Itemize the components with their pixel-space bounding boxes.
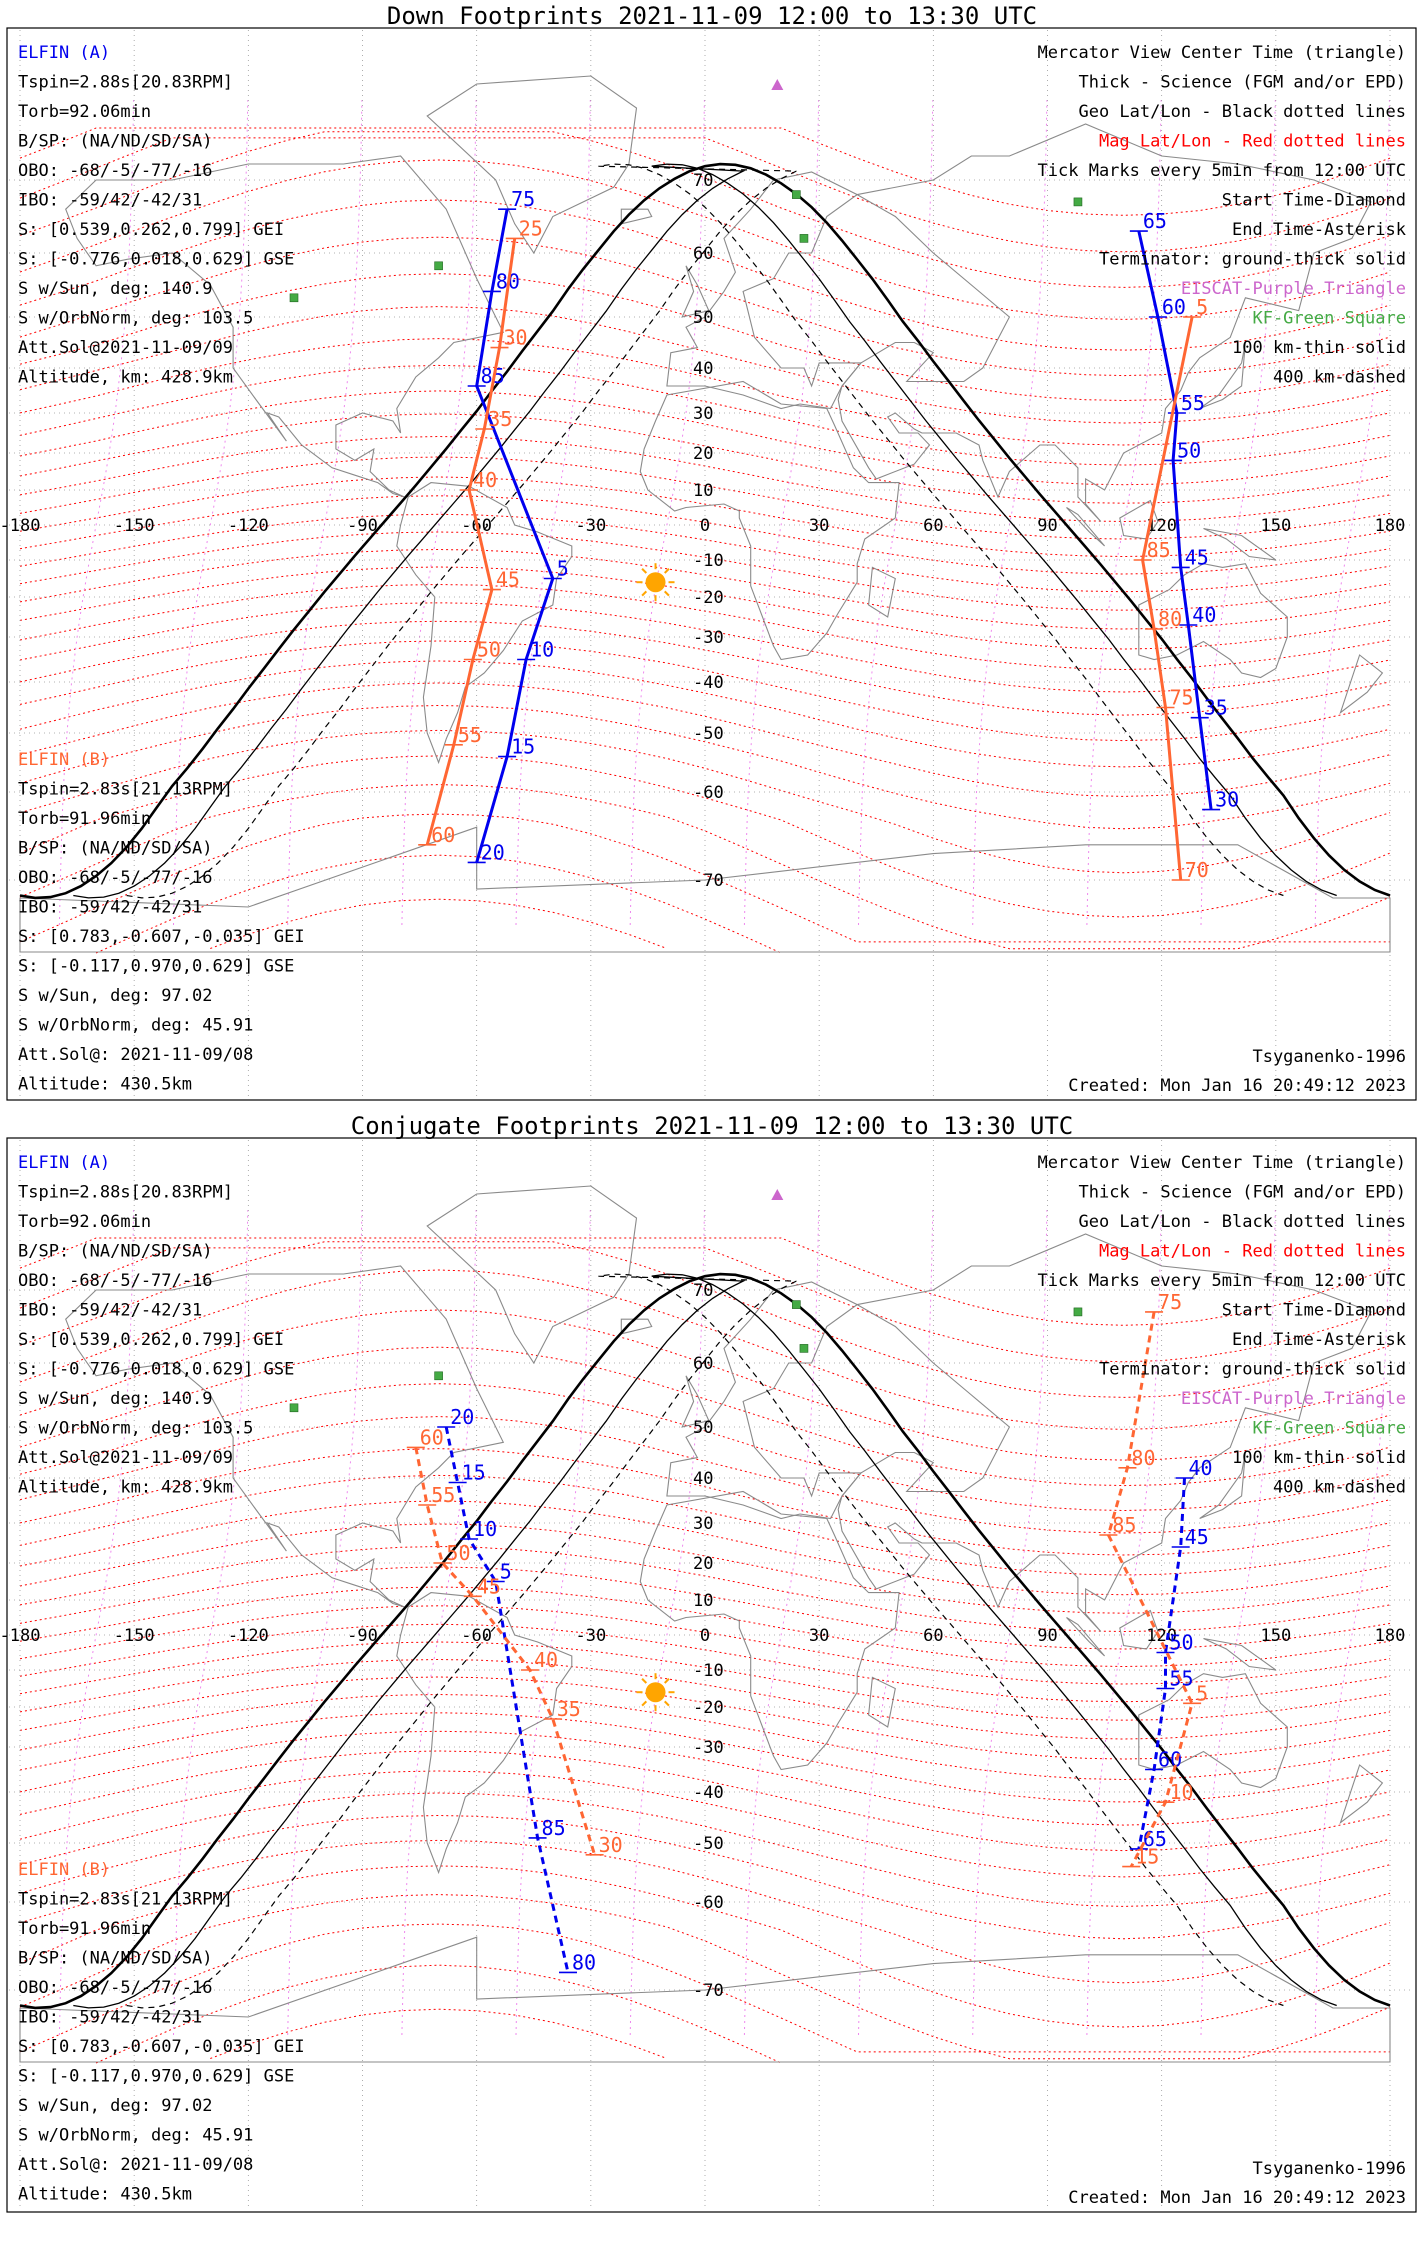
legend-item: KF-Green Square: [1252, 1418, 1406, 1439]
elfin-b-info-line: OBO: -68/-5/-77/-16: [18, 868, 213, 888]
legend-item: Mag Lat/Lon - Red dotted lines: [1098, 1241, 1406, 1262]
track-tick-label: 5: [1196, 1681, 1209, 1706]
track-tick-label: 35: [488, 407, 513, 431]
elfin-a-info-line: S: [-0.776,0.018,0.629] GSE: [18, 1359, 295, 1380]
lon-label: -150: [113, 1626, 155, 1646]
lon-label: 120: [1146, 1626, 1178, 1646]
elfin-a-info-line: B/SP: (NA/ND/SD/SA): [18, 1241, 213, 1262]
lon-label: -30: [575, 1626, 607, 1646]
legend-item: Tick Marks every 5min from 12:00 UTC: [1037, 1271, 1406, 1291]
sun-icon: [637, 1673, 675, 1711]
lon-label: -180: [0, 1626, 41, 1646]
lon-label: 0: [699, 1626, 711, 1646]
track-tick-label: 55: [457, 722, 482, 747]
track-tick-label: 60: [431, 822, 456, 847]
track-tick-label: 50: [476, 637, 501, 662]
track-tick-label: 85: [480, 364, 505, 388]
elfin-b-info-line: IBO: -59/42/-42/31: [18, 2007, 203, 2028]
track-tick-label: 50: [1169, 1630, 1194, 1655]
elfin-b-info-line: Altitude: 430.5km: [18, 2184, 192, 2205]
track-tick-label: 85: [1146, 538, 1171, 562]
sun-disk: [646, 572, 666, 592]
elfin-a-info-line: IBO: -59/42/-42/31: [18, 190, 203, 211]
lon-label: -120: [227, 516, 269, 536]
kf-square-icon: [800, 1344, 808, 1352]
elfin-a-info-line: OBO: -68/-5/-77/-16: [18, 161, 213, 181]
model-label: Tsyganenko-1996: [1252, 2159, 1406, 2179]
track-tick-label: 40: [533, 1648, 559, 1672]
legend-item: End Time-Asterisk: [1232, 220, 1406, 240]
lat-label: -30: [693, 628, 724, 648]
track-tick-label: 55: [1169, 1666, 1194, 1691]
track-tick-label: 15: [511, 734, 536, 759]
kf-square-icon: [1074, 198, 1082, 206]
elfin-a-info-line: Torb=92.06min: [18, 102, 152, 122]
track-tick-label: 25: [518, 216, 543, 241]
legend-item: KF-Green Square: [1252, 308, 1406, 329]
kf-square-icon: [290, 294, 298, 302]
lat-label: -10: [693, 1661, 724, 1681]
track-tick-label: 30: [598, 1832, 623, 1857]
track-tick-label: 60: [419, 1425, 444, 1450]
legend-item: Mag Lat/Lon - Red dotted lines: [1098, 131, 1406, 152]
legend-item: End Time-Asterisk: [1232, 1330, 1406, 1350]
elfin-b-info-line: Altitude: 430.5km: [18, 1074, 192, 1095]
lon-label: 150: [1260, 1626, 1292, 1646]
elfin-b-info-line: S: [-0.117,0.970,0.629] GSE: [18, 2066, 295, 2087]
lat-label: 30: [693, 1514, 714, 1534]
track-tick-label: 80: [1131, 1445, 1156, 1470]
legend-item: 100 km-thin solid: [1232, 338, 1406, 358]
lon-label: 90: [1037, 516, 1058, 536]
track-tick-label: 5: [556, 556, 569, 581]
elfin-b-info-line: S: [0.783,-0.607,-0.035] GEI: [18, 2037, 305, 2057]
sun-icon: [637, 563, 675, 601]
legend-item: Mercator View Center Time (triangle): [1037, 43, 1406, 63]
legend-item: 400 km-dashed: [1272, 1477, 1406, 1498]
legend-item: Geo Lat/Lon - Black dotted lines: [1078, 102, 1406, 122]
elfin-b-label: ELFIN (B): [18, 750, 111, 770]
elfin-b-info-line: Torb=91.96min: [18, 1919, 152, 1939]
lon-label: -90: [347, 1626, 378, 1646]
elfin-b-info-line: B/SP: (NA/ND/SD/SA): [18, 1948, 213, 1969]
kf-square-icon: [792, 1301, 800, 1309]
elfin-a-info-line: S w/OrbNorm, deg: 103.5: [18, 308, 254, 329]
lat-label: 10: [693, 1591, 714, 1611]
lat-label: 60: [693, 1354, 714, 1374]
elfin-a-label: ELFIN (A): [18, 43, 111, 63]
lat-label: -20: [693, 1698, 724, 1718]
elfin-b-info-line: Torb=91.96min: [18, 809, 152, 829]
lat-label: 10: [693, 481, 714, 501]
lat-label: 30: [693, 404, 714, 424]
lat-label: -70: [693, 1981, 724, 2001]
lat-label: -30: [693, 1738, 724, 1758]
track-tick-label: 10: [1169, 1780, 1194, 1805]
elfin-a-info-line: S w/Sun, deg: 140.9: [18, 279, 213, 299]
elfin-b-info-line: S w/Sun, deg: 97.02: [18, 986, 213, 1006]
track-tick-label: 10: [473, 1517, 498, 1541]
elfin-b-info-line: Att.Sol@: 2021-11-09/08: [18, 1045, 254, 1065]
lat-label: 20: [693, 444, 714, 464]
track-tick-label: 15: [1135, 1844, 1160, 1869]
track-tick-label: 85: [1112, 1513, 1137, 1537]
lat-label: 50: [693, 308, 714, 328]
track-tick-label: 40: [1192, 603, 1217, 627]
lat-label: -60: [693, 1893, 724, 1913]
track-tick-label: 80: [572, 1950, 597, 1975]
lat-label: -40: [693, 673, 724, 693]
legend-item: EISCAT-Purple Triangle: [1180, 1389, 1406, 1409]
lon-label: 120: [1146, 516, 1178, 536]
elfin-b-info-line: Att.Sol@: 2021-11-09/08: [18, 2155, 254, 2175]
elfin-b-info-line: S w/OrbNorm, deg: 45.91: [18, 1015, 254, 1036]
lat-label: -40: [693, 1783, 724, 1803]
track-tick-label: 15: [461, 1460, 486, 1485]
legend-item: Terminator: ground-thick solid: [1098, 1359, 1406, 1380]
lon-label: -180: [0, 516, 41, 536]
lon-label: 30: [808, 516, 830, 536]
elfin-b-label: ELFIN (B): [18, 1860, 111, 1880]
track-tick-label: 55: [431, 1483, 456, 1507]
elfin-a-info-line: Att.Sol@2021-11-09/09: [18, 1448, 233, 1468]
legend-item: Tick Marks every 5min from 12:00 UTC: [1037, 161, 1406, 181]
elfin-a-info-line: Torb=92.06min: [18, 1212, 152, 1232]
track-tick-label: 60: [1158, 1747, 1183, 1772]
lon-label: -30: [575, 516, 607, 536]
elfin-a-info-line: Tspin=2.88s[20.83RPM]: [18, 1182, 233, 1203]
lon-label: -120: [227, 1626, 269, 1646]
track-tick-label: 85: [541, 1815, 566, 1840]
lon-label: -90: [347, 516, 378, 536]
lat-label: -10: [693, 551, 724, 571]
elfin-b-info-line: S w/OrbNorm, deg: 45.91: [18, 2125, 254, 2146]
elfin-b-info-line: S: [-0.117,0.970,0.629] GSE: [18, 956, 295, 977]
track-tick-label: 40: [1188, 1456, 1213, 1480]
elfin-a-info-line: Altitude, km: 428.9km: [18, 367, 233, 388]
elfin-b-info-line: Tspin=2.83s[21.13RPM]: [18, 779, 233, 800]
legend-item: EISCAT-Purple Triangle: [1180, 279, 1406, 299]
kf-square-icon: [435, 262, 443, 270]
track-tick-label: 20: [480, 840, 505, 865]
track-tick-label: 5: [499, 1559, 512, 1584]
panel-title: Conjugate Footprints 2021-11-09 12:00 to 13:30 UTC: [350, 1112, 1074, 1140]
track-tick-label: 50: [1177, 438, 1202, 463]
track-tick-label: 45: [476, 1574, 501, 1599]
elfin-a-info-line: Tspin=2.88s[20.83RPM]: [18, 72, 233, 93]
track-tick-label: 35: [556, 1697, 581, 1721]
lat-label: -20: [693, 588, 724, 608]
track-tick-label: 65: [1142, 1826, 1167, 1851]
lat-label: 20: [693, 1554, 714, 1574]
elfin-a-info-line: S w/Sun, deg: 140.9: [18, 1389, 213, 1409]
lat-label: -70: [693, 871, 724, 891]
legend-item: Start Time-Diamond: [1221, 190, 1406, 211]
lon-label: -60: [461, 1626, 493, 1646]
track-tick-label: 80: [495, 269, 520, 294]
kf-square-icon: [1074, 1308, 1082, 1316]
elfin-b-info-line: S w/Sun, deg: 97.02: [18, 2096, 213, 2116]
elfin-b-info-line: S: [0.783,-0.607,-0.035] GEI: [18, 927, 305, 947]
elfin-a-info-line: S: [0.539,0.262,0.799] GEI: [18, 1330, 285, 1350]
lat-label: 40: [693, 1469, 714, 1489]
lon-label: -60: [461, 516, 493, 536]
track-tick-label: 75: [1169, 685, 1194, 710]
created-timestamp: Created: Mon Jan 16 20:49:12 2023: [1068, 2188, 1406, 2208]
lat-label: 50: [693, 1418, 714, 1438]
track-tick-label: 65: [1142, 209, 1167, 234]
lat-label: 70: [693, 171, 714, 191]
track-tick-label: 70: [1184, 858, 1209, 882]
track-tick-label: 30: [503, 325, 528, 350]
legend-item: Mercator View Center Time (triangle): [1037, 1153, 1406, 1173]
legend-item: 100 km-thin solid: [1232, 1448, 1406, 1468]
created-timestamp: Created: Mon Jan 16 20:49:12 2023: [1068, 1076, 1406, 1096]
lat-label: 40: [693, 359, 714, 379]
sun-disk: [646, 1682, 666, 1702]
map-panel-down: [0, 2, 1416, 1100]
lon-label: 0: [699, 516, 711, 536]
track-tick-label: 35: [1203, 695, 1228, 720]
elfin-a-label: ELFIN (A): [18, 1153, 111, 1173]
lon-label: -150: [113, 516, 155, 536]
elfin-a-info-line: OBO: -68/-5/-77/-16: [18, 1271, 213, 1291]
track-tick-label: 40: [473, 468, 498, 492]
legend-item: 400 km-dashed: [1272, 367, 1406, 388]
elfin-a-info-line: Altitude, km: 428.9km: [18, 1477, 233, 1498]
track-tick-label: 80: [1158, 607, 1183, 631]
elfin-b-info-line: Tspin=2.83s[21.13RPM]: [18, 1889, 233, 1910]
track-tick-label: 55: [1180, 391, 1205, 415]
elfin-a-info-line: S: [-0.776,0.018,0.629] GSE: [18, 249, 295, 270]
lon-label: 60: [923, 516, 944, 536]
elfin-a-info-line: IBO: -59/42/-42/31: [18, 1300, 203, 1321]
legend-item: Terminator: ground-thick solid: [1098, 249, 1406, 270]
lat-label: -50: [693, 724, 724, 744]
kf-square-icon: [800, 234, 808, 242]
lon-label: 150: [1260, 516, 1292, 536]
lat-label: -60: [693, 783, 724, 803]
lon-label: 30: [808, 1626, 830, 1646]
elfin-a-info-line: S: [0.539,0.262,0.799] GEI: [18, 220, 285, 240]
track-tick-label: 50: [446, 1541, 471, 1565]
panel-title: Down Footprints 2021-11-09 12:00 to 13:30 UTC: [386, 2, 1038, 30]
lon-label: 90: [1037, 1626, 1058, 1646]
lon-label: 180: [1374, 516, 1406, 536]
model-label: Tsyganenko-1996: [1252, 1047, 1406, 1067]
legend-item: Geo Lat/Lon - Black dotted lines: [1078, 1212, 1406, 1232]
legend-item: Thick - Science (FGM and/or EPD): [1078, 1182, 1406, 1203]
elfin-a-info-line: Att.Sol@2021-11-09/09: [18, 338, 233, 358]
lat-label: 70: [693, 1281, 714, 1301]
track-tick-label: 45: [1184, 545, 1209, 570]
track-tick-label: 45: [495, 567, 520, 592]
track-tick-label: 45: [1184, 1525, 1209, 1549]
kf-square-icon: [435, 1372, 443, 1380]
map-panel-conjugate: [0, 1112, 1416, 2212]
track-tick-label: 75: [1158, 1289, 1183, 1314]
legend-item: Thick - Science (FGM and/or EPD): [1078, 72, 1406, 93]
track-tick-label: 75: [511, 187, 536, 212]
track-tick-label: 30: [1215, 787, 1240, 812]
lon-label: 60: [923, 1626, 944, 1646]
legend-item: Start Time-Diamond: [1221, 1300, 1406, 1321]
track-tick-label: 10: [530, 637, 555, 662]
elfin-a-info-line: S w/OrbNorm, deg: 103.5: [18, 1418, 254, 1439]
track-tick-label: 60: [1161, 295, 1186, 319]
lon-label: 180: [1374, 1626, 1406, 1646]
elfin-b-info-line: OBO: -68/-5/-77/-16: [18, 1978, 213, 1998]
lat-label: -50: [693, 1834, 724, 1854]
track-tick-label: 5: [1196, 295, 1209, 319]
elfin-b-info-line: B/SP: (NA/ND/SD/SA): [18, 838, 213, 859]
elfin-a-info-line: B/SP: (NA/ND/SD/SA): [18, 131, 213, 152]
kf-square-icon: [290, 1404, 298, 1412]
track-tick-label: 20: [450, 1405, 475, 1429]
lat-label: 60: [693, 244, 714, 264]
elfin-b-info-line: IBO: -59/42/-42/31: [18, 897, 203, 918]
kf-square-icon: [792, 191, 800, 199]
